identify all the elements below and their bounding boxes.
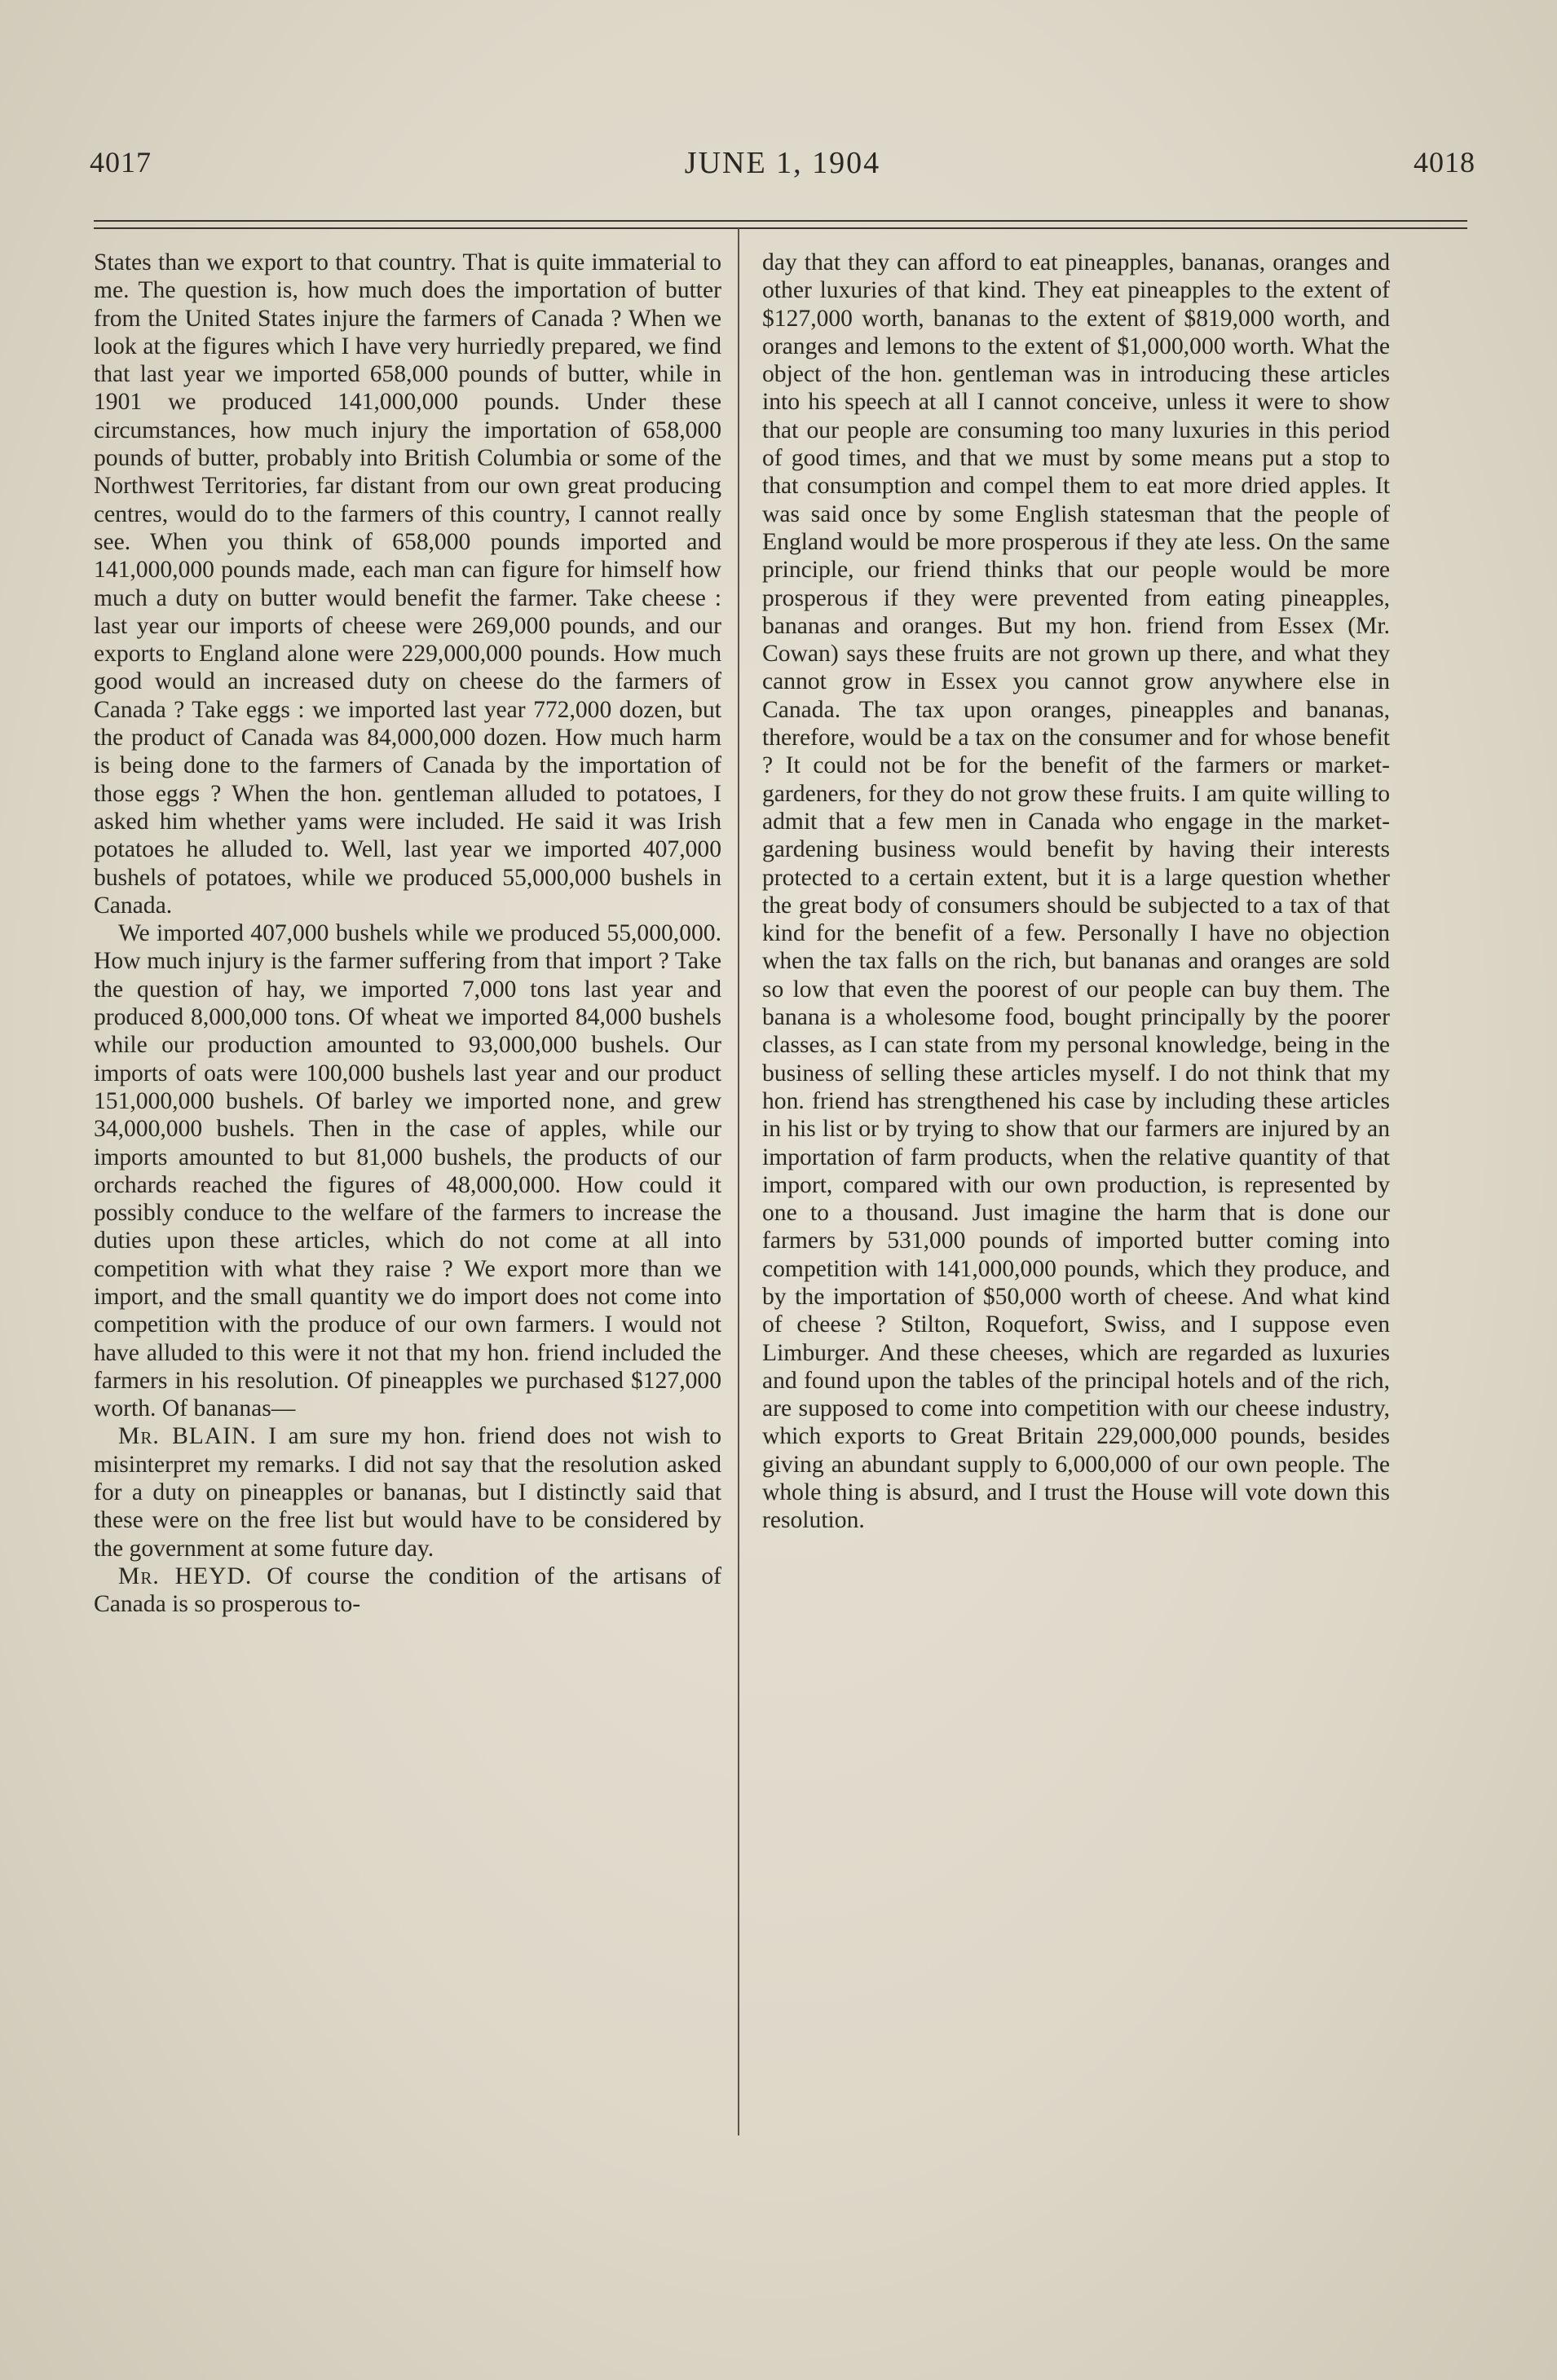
- left-paragraph-3: [94, 1422, 721, 1562]
- heyd-remark: Of course the condition of the artisans of Canada is so prosperous to-: [94, 1562, 721, 1618]
- left-paragraph-2: We imported 407,000 bushels while we produced 55,000,000. How much injury is the farmer suffering from that import ? Take the question of hay, we imported 7,000 tons last year and produced 8,000,000 tons. Of wheat we imported 84,000 bushels while our production amounted to 93,000,000 bushels. Our imports of oats were 100,000 bushels last year and our product 151,000,000 bushels. Of barley we imported none, and grew 34,000,000 bushels. Then in the case of apples, while our imports amounted to but 81,000 bushels, the products of our orchards reached the figures of 48,000,000. How could it possibly conduce to the welfare of the farmers to increase the duties upon these articles, which do not come at all into competition with what they raise ? We export more than we import, and the small quantity we do import does not come into competition with the produce of our own farmers. I would not have alluded to this were it not that my hon. friend included the farmers in his resolution. Of pineapples we purchased $127,000 worth. Of bananas—: [94, 920, 721, 1422]
- right-paragraph-1: day that they can afford to eat pineapples, bananas, oranges and other luxuries of that kind. They eat pineapples to the extent of $127,000 worth, bananas to the extent of $819,000 worth, and oranges and lemons to the extent of $1,000,000 worth. What the object of the hon. gentleman was in introducing these articles into his speech at all I cannot conceive, unless it were to show that our people are consuming too many luxuries in this period of good times, and that we must by some means put a stop to that consumption and compel them to eat more dried apples. It was said once by some English statesman that the people of England would be more prosperous if they ate less. On the same principle, our friend thinks that our people would be more prosperous if they were prevented from eating pineapples, bananas and oranges. But my hon. friend from Essex (Mr. Cowan) says these fruits are not grown up there, and what they cannot grow in Essex you cannot grow anywhere else in Canada. The tax upon oranges, pineapples and bananas, therefore, would be a tax on the consumer and for whose benefit ? It could not be for the benefit of the farmers or market-gardeners, for they do not grow these fruits. I am quite willing to admit that a few men in Canada who engage in the market-gardening business would benefit by having their interests protected to a certain extent, but it is a large question whether the great body of consumers should be subjected to a tax of that kind for the benefit of a few. Personally I have no objection when the tax falls on the rich, but bananas and oranges are sold so low that even the poorest of our people can buy them. The banana is a wholesome food, bought principally by the poorer classes, as I can state from my personal knowledge, being in the business of selling these articles myself. I do not think that my hon. friend has strengthened his case by including these articles in his list or by trying to show that our farmers are injured by an importation of farm products, when the relative quantity of that import, compared with our own production, is represented by one to a thousand. Just imagine the harm that is done our farmers by 531,000 pounds of imported butter coming into competition with 141,000,000 pounds, which they produce, and by the importation of $50,000 worth of cheese. And what kind of cheese ? Stilton, Roquefort, Swiss, and I suppose even Limburger. And these cheeses, which are regarded as luxuries and found upon the tables of the principal hotels and of the rich, are supposed to come into competition with our cheese industry, which exports to Great Britain 229,000,000 pounds, besides giving an abundant supply to 6,000,000 of our own people. The whole thing is absurd, and I trust the House will vote down this resolution.: [762, 249, 1390, 1534]
- running-title: JUNE 1, 1904: [684, 146, 881, 180]
- header-rule-top: [94, 220, 1467, 222]
- left-paragraph-4: [94, 1562, 721, 1619]
- speaker-name-heyd: Mr. HEYD.: [118, 1562, 253, 1589]
- speaker-name-blain: Mr. BLAIN.: [118, 1423, 257, 1450]
- left-column: [94, 249, 721, 1619]
- left-paragraph-1: States than we export to that country. That is quite immaterial to me. The question is, how much does the importation of butter from the United States injure the farmers of Canada ? When we look at the figures which I have very hurriedly prepared, we find that last year we imported 658,000 pounds of butter, while in 1901 we produced 141,000,000 pounds. Under these circumstances, how much injury the importation of 658,000 pounds of butter, probably into British Columbia or some of the Northwest Territories, far distant from our own great producing centres, would do to the farmers of this country, I cannot really see. When you think of 658,000 pounds imported and 141,000,000 pounds made, each man can figure for himself how much a duty on butter would benefit the farmer. Take cheese : last year our imports of cheese were 269,000 pounds, and our exports to England alone were 229,000,000 pounds. How much good would an increased duty on cheese do the farmers of Canada ? Take eggs : we imported last year 772,000 dozen, but the product of Canada was 84,000,000 dozen. How much harm is being done to the farmers of Canada by the importation of those eggs ? When the hon. gentleman alluded to potatoes, I asked him whether yams were included. He said it was Irish potatoes he alluded to. Well, last year we imported 407,000 bushels of potatoes, while we produced 55,000,000 bushels in Canada.: [94, 249, 721, 919]
- right-column: [762, 249, 1390, 1535]
- left-page-number: 4017: [90, 146, 152, 178]
- header-rule-bottom: [94, 227, 1467, 229]
- page-header: [90, 145, 1475, 202]
- column-divider: [738, 228, 739, 2135]
- blain-remark: I am sure my hon. friend does not wish to misinterpret my remarks. I did not say that the resolution asked for a duty on pineapples or bananas, but I distinctly said that these were on the free list but would have to be considered by the government at some future day.: [94, 1423, 721, 1562]
- right-page-number: 4018: [1414, 146, 1475, 178]
